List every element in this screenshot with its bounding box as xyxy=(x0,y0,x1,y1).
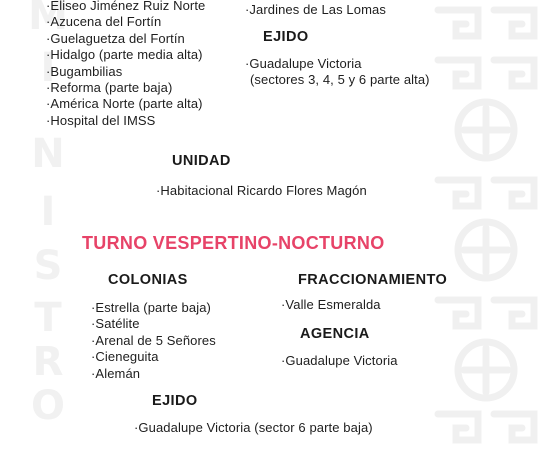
watermark-letter: M xyxy=(28,0,68,39)
watermark-letter: R xyxy=(32,339,64,385)
section-heading-agencia: AGENCIA xyxy=(300,326,370,342)
list-item: ·Arenal de 5 Señores xyxy=(91,332,216,348)
list-item: ·Eliseo Jiménez Ruiz Norte xyxy=(46,0,206,13)
list-item: ·América Norte (parte alta) xyxy=(46,96,203,112)
section-heading-fraccionamiento: FRACCIONAMIENTO xyxy=(298,272,448,288)
list-item: ·Reforma (parte baja) xyxy=(46,80,173,96)
list-item: ·Hospital del IMSS xyxy=(46,112,156,128)
list-item: ·Habitacional Ricardo Flores Magón xyxy=(156,183,367,198)
watermark-letter: N xyxy=(31,131,65,177)
section-heading-unidad: UNIDAD xyxy=(172,153,231,169)
list-item: ·Jardines de Las Lomas xyxy=(245,2,386,17)
watermark-letter: O xyxy=(30,383,65,429)
watermark-letter: S xyxy=(33,243,63,289)
watermark-letter: I xyxy=(40,45,56,91)
section-heading-ejido: EJIDO xyxy=(263,29,309,45)
list-item: ·Hidalgo (parte media alta) xyxy=(46,47,203,63)
vespertino-colonias-list xyxy=(91,300,216,382)
section-heading-colonias: COLONIAS xyxy=(108,272,188,288)
list-item: ·Satélite xyxy=(91,316,140,332)
list-item: ·Bugambilias xyxy=(46,63,123,79)
list-item: ·Azucena del Fortín xyxy=(46,14,162,30)
list-item: ·Estrella (parte baja) xyxy=(91,300,211,315)
ornament-pattern-icon xyxy=(424,0,550,450)
list-item: ·Guadalupe Victoria xyxy=(281,353,398,368)
list-item: ·Guadalupe Victoria xyxy=(245,56,362,71)
section-title-turno: TURNO VESPERTINO-NOCTURNO xyxy=(82,233,385,253)
watermark-letter: I xyxy=(40,189,56,235)
list-item: ·Valle Esmeralda xyxy=(281,297,381,312)
list-item: ·Guadalupe Victoria (sector 6 parte baja) xyxy=(134,420,373,435)
section-heading-ejido-bottom: EJIDO xyxy=(152,393,198,409)
watermark-letter: T xyxy=(34,295,62,341)
list-item: ·Cieneguita xyxy=(91,349,159,365)
top-colonias-list xyxy=(46,0,205,129)
list-item: ·Guelaguetza del Fortín xyxy=(46,30,185,46)
list-item: ·Alemán xyxy=(91,365,141,381)
list-item: (sectores 3, 4, 5 y 6 parte alta) xyxy=(250,72,430,87)
